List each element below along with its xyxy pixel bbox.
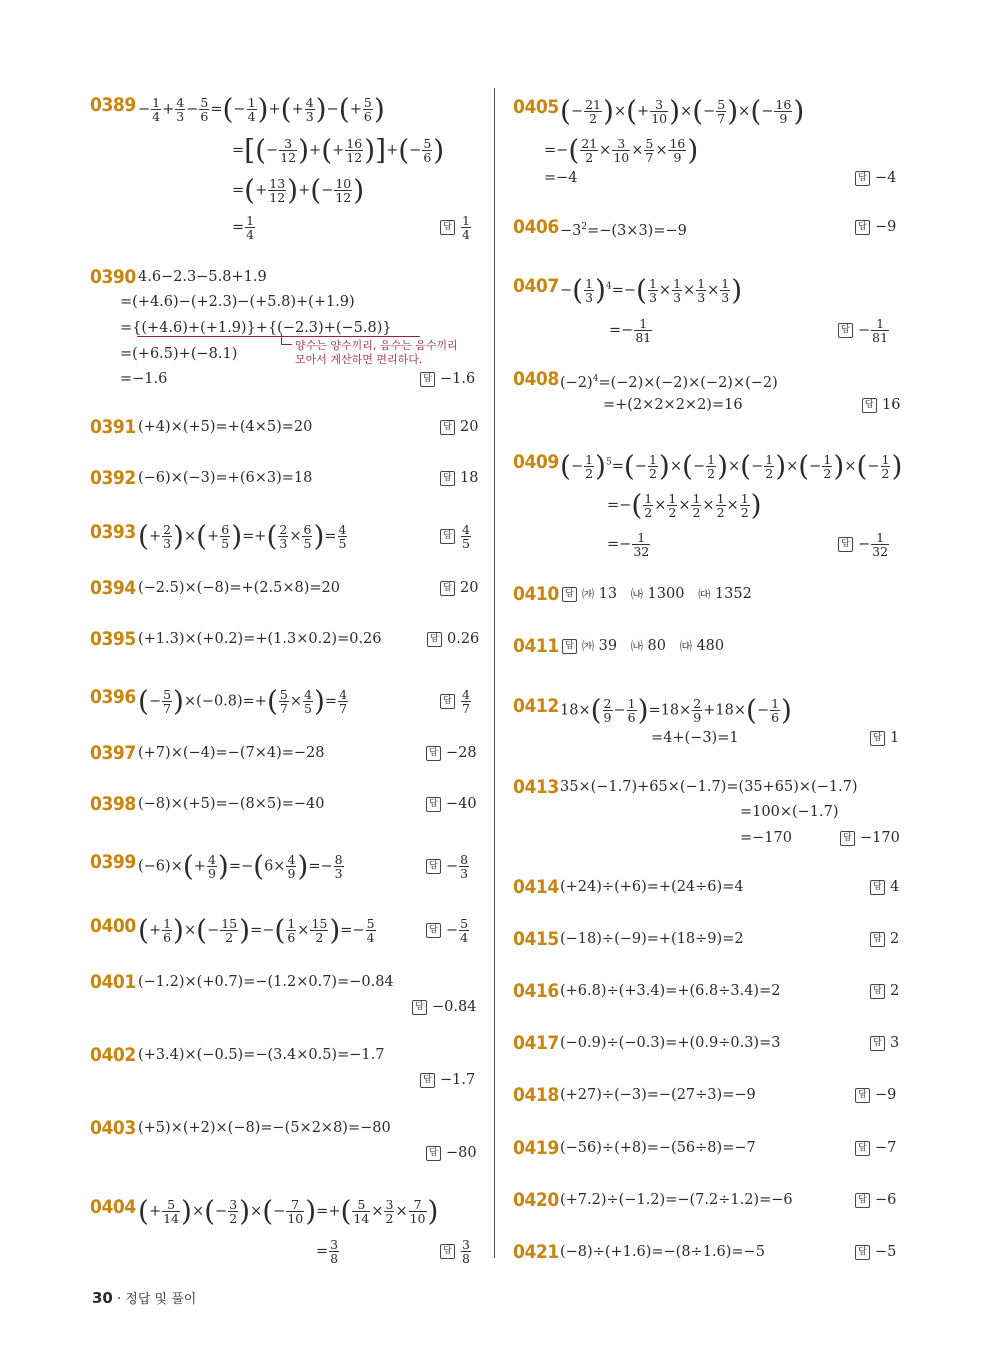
solution-line: (+6.8)÷(+3.4)=+(6.8÷3.4)=2 <box>560 983 781 999</box>
solution-line: (+1.3)×(+0.2)=+(1.3×0.2)=0.26 <box>138 631 382 647</box>
problem-number: 0407 <box>513 275 559 297</box>
solution-line: (+4)×(+5)=+(4×5)=20 <box>138 419 313 435</box>
answer: 답 −4 <box>855 169 896 187</box>
solution-line: =100×(−1.7) <box>740 804 839 820</box>
problem-number: 0416 <box>513 980 559 1002</box>
solution-line: = $\frac{3}{8}$ <box>316 1237 339 1266</box>
solution-line: 4.6−2.3−5.8+1.9 <box>138 269 267 285</box>
problem-number: 0413 <box>513 776 559 798</box>
answer-icon: 답 <box>426 746 441 761</box>
answer-icon: 답 <box>870 932 885 947</box>
answer: 답 2 <box>870 982 899 1000</box>
solution-line: =−4 <box>544 170 578 186</box>
solution-line: =+(2×2×2×2)=16 <box>603 397 743 413</box>
solution-line: (−0.9)÷(−0.3)=+(0.9÷0.3)=3 <box>560 1035 781 1051</box>
solution-line: (+5)×(+2)×(−8)=−(5×2×8)=−80 <box>138 1120 391 1136</box>
answer-icon: 답 <box>870 880 885 895</box>
answer-icon: 답 <box>562 587 577 602</box>
problem-number: 0402 <box>90 1044 136 1066</box>
solution-line: (−18)÷(−9)=+(18÷9)=2 <box>560 931 744 947</box>
answer: 답 − $\frac{1}{81}$ <box>838 317 890 344</box>
answer-icon: 답 <box>440 420 455 435</box>
solution-line: ={(+4.6)+(+1.9)}+{(−2.3)+(−5.8)} <box>120 320 392 336</box>
answer: 답 −40 <box>426 795 477 813</box>
solution-line: (−6)×(+ $\frac{4}{9}$ )=−(6× $\frac{4}{9}$ )=− $\frac{8}{3}$ <box>138 849 343 883</box>
answer-icon: 답 <box>427 632 442 647</box>
answer-icon: 답 <box>426 859 441 874</box>
solution-line: 18×( $\frac{2}{9}$ − $\frac{1}{6}$ )=18× $\frac{2}{9}$ +18×(− $\frac{1}{6}$ ) <box>560 693 792 727</box>
page-number: 30 <box>92 1289 113 1307</box>
answer: 답 3 <box>870 1034 899 1052</box>
problem-number: 0419 <box>513 1137 559 1159</box>
solution-line: − $\frac{1}{4}$ + $\frac{4}{3}$ − $\frac{5}{6}$ =(− $\frac{1}{4}$ )+(+ $\frac{4}{3}$ )−(+ $\frac{5}{6}$ ) <box>138 92 385 126</box>
solution-line: =4+(−3)=1 <box>651 730 739 746</box>
answer-icon: 답 <box>838 537 853 552</box>
answer-icon: 답 <box>840 831 855 846</box>
problem-number: 0403 <box>90 1117 136 1139</box>
solution-line: =−170 <box>740 830 792 846</box>
problem-number: 0412 <box>513 695 559 717</box>
answer: 답 − $\frac{1}{32}$ <box>838 531 890 558</box>
problem-number: 0394 <box>90 577 136 599</box>
problem-number: 0411 <box>513 635 559 657</box>
answer: 답 20 <box>440 418 478 436</box>
answer: 답 2 <box>870 930 899 948</box>
answer-icon: 답 <box>440 529 455 544</box>
solution-line: (−56)÷(+8)=−(56÷8)=−7 <box>560 1140 756 1156</box>
answer: 답 −1.6 <box>420 370 475 388</box>
solution-line: (−1.2)×(+0.7)=−(1.2×0.7)=−0.84 <box>138 974 394 990</box>
solution-line: 35×(−1.7)+65×(−1.7)=(35+65)×(−1.7) <box>560 779 858 795</box>
solution-line: =−( $\frac{21}{2}$ × $\frac{3}{10}$ × $\frac{5}{7}$ × $\frac{16}{9}$ ) <box>544 133 699 167</box>
note-connector <box>281 334 292 345</box>
problem-number: 0418 <box>513 1084 559 1106</box>
side-note: 양수는 양수끼리, 음수는 음수끼리 모아서 계산하면 편리하다. <box>295 339 458 366</box>
solution-line: (− $\frac{5}{7}$ )×(−0.8)=+( $\frac{5}{7}$ × $\frac{4}{5}$ )= $\frac{4}{7}$ <box>138 684 348 718</box>
problem-number: 0392 <box>90 467 136 489</box>
answer-icon: 답 <box>838 323 853 338</box>
answer: 답 ㈎ 39 ㈏ 80 ㈐ 480 <box>562 637 724 655</box>
answer: 답 −6 <box>855 1191 896 1209</box>
solution-line: (+ $\frac{1}{6}$ )×(− $\frac{15}{2}$ )=−( $\frac{1}{6}$ × $\frac{15}{2}$ )=− $\frac{5}{4}$ <box>138 913 375 947</box>
problem-number: 0398 <box>90 793 136 815</box>
problem-number: 0393 <box>90 521 136 543</box>
answer: 답 $\frac{3}{8}$ <box>440 1238 472 1265</box>
answer: 답 1 <box>870 729 899 747</box>
answer: 답 −170 <box>840 829 900 847</box>
answer-icon: 답 <box>440 1244 455 1259</box>
solution-line: (+3.4)×(−0.5)=−(3.4×0.5)=−1.7 <box>138 1047 385 1063</box>
problem-number: 0389 <box>90 94 136 116</box>
solution-line: (−6)×(−3)=+(6×3)=18 <box>138 470 313 486</box>
answer-icon: 답 <box>420 1073 435 1088</box>
solution-line: $-3^2=-(3\times 3)=-9$ <box>560 222 687 239</box>
answer: 답 −9 <box>855 1086 896 1104</box>
answer-icon: 답 <box>870 731 885 746</box>
answer: 답 16 <box>862 396 900 414</box>
page-footer: 30 · 정답 및 풀이 <box>92 1289 197 1307</box>
footer-title: 정답 및 풀이 <box>125 1292 197 1307</box>
solution-line: (+7)×(−4)=−(7×4)=−28 <box>138 745 325 761</box>
problem-number: 0400 <box>90 915 136 937</box>
answer: 답 $\frac{4}{7}$ <box>440 688 472 715</box>
column-divider <box>494 88 495 1258</box>
problem-number: 0415 <box>513 928 559 950</box>
solution-line: =(+ $\frac{13}{12}$ )+(− $\frac{10}{12}$ ) <box>232 173 365 207</box>
answer-icon: 답 <box>855 1245 870 1260</box>
problem-number: 0405 <box>513 96 559 118</box>
answer: 답 −5 <box>855 1243 896 1261</box>
answer: 답 − $\frac{5}{4}$ <box>426 917 470 944</box>
answer-icon: 답 <box>855 1193 870 1208</box>
answer-icon: 답 <box>562 639 577 654</box>
answer-icon: 답 <box>440 220 455 235</box>
solution-line: (+7.2)÷(−1.2)=−(7.2÷1.2)=−6 <box>560 1192 793 1208</box>
solution-line: −( $\frac{1}{3}$ )$^4$=−( $\frac{1}{3}$ × $\frac{1}{3}$ × $\frac{1}{3}$ × $\frac{1}{3}$ ) <box>560 273 743 307</box>
answer-icon: 답 <box>426 797 441 812</box>
answer: 답 −1.7 <box>420 1071 475 1089</box>
answer-icon: 답 <box>440 581 455 596</box>
problem-number: 0390 <box>90 266 136 288</box>
answer-icon: 답 <box>870 984 885 999</box>
problem-number: 0409 <box>513 451 559 473</box>
answer-icon: 답 <box>870 1036 885 1051</box>
solution-line: (+ $\frac{2}{3}$ )×(+ $\frac{6}{5}$ )=+( $\frac{2}{3}$ × $\frac{6}{5}$ )= $\frac{4}{5}$ <box>138 519 347 553</box>
solution-line: =− $\frac{1}{32}$ <box>607 530 650 559</box>
answer: 답 4 <box>870 878 899 896</box>
answer-icon: 답 <box>440 694 455 709</box>
answer: 답 $\frac{4}{5}$ <box>440 523 472 550</box>
answer-icon: 답 <box>426 923 441 938</box>
answer: 답 20 <box>440 579 478 597</box>
problem-number: 0399 <box>90 851 136 873</box>
problem-number: 0397 <box>90 742 136 764</box>
problem-number: 0401 <box>90 971 136 993</box>
answer-icon: 답 <box>440 471 455 486</box>
answer: 답 −7 <box>855 1139 896 1157</box>
problem-number: 0395 <box>90 628 136 650</box>
problem-number: 0408 <box>513 368 559 390</box>
solution-line: (−8)×(+5)=−(8×5)=−40 <box>138 796 325 812</box>
answer: 답 − $\frac{8}{3}$ <box>426 853 470 880</box>
solution-line: (+ $\frac{5}{14}$ )×(− $\frac{3}{2}$ )×(− $\frac{7}{10}$ )=+( $\frac{5}{14}$ × $\frac{3}{2}$ × $\frac{7}{10}$ ) <box>138 1194 439 1228</box>
answer-icon: 답 <box>426 1146 441 1161</box>
problem-number: 0396 <box>90 686 136 708</box>
answer: 답 −80 <box>426 1144 477 1162</box>
answer-icon: 답 <box>855 220 870 235</box>
solution-line: (+24)÷(+6)=+(24÷6)=4 <box>560 879 744 895</box>
solution-line: (+27)÷(−3)=−(27÷3)=−9 <box>560 1087 756 1103</box>
solution-line: (−2.5)×(−8)=+(2.5×8)=20 <box>138 580 341 596</box>
solution-line: =−( $\frac{1}{2}$ × $\frac{1}{2}$ × $\frac{1}{2}$ × $\frac{1}{2}$ × $\frac{1}{2}$ ) <box>607 488 762 522</box>
answer-icon: 답 <box>855 1141 870 1156</box>
solution-line: = $\frac{1}{4}$ <box>232 213 255 242</box>
answer-icon: 답 <box>412 1000 427 1015</box>
answer: 답 −28 <box>426 744 477 762</box>
answer-icon: 답 <box>862 398 877 413</box>
problem-number: 0406 <box>513 216 559 238</box>
answer: 답 $\frac{1}{4}$ <box>440 214 472 241</box>
highlight-underline <box>137 336 420 337</box>
problem-number: 0420 <box>513 1189 559 1211</box>
problem-number: 0391 <box>90 416 136 438</box>
answer: 답 −9 <box>855 218 896 236</box>
problem-number: 0404 <box>90 1196 136 1218</box>
solution-line: (− $\frac{21}{2}$ )×(+ $\frac{3}{10}$ )×(− $\frac{5}{7}$ )×(− $\frac{16}{9}$ ) <box>560 94 805 128</box>
solution-line: =−1.6 <box>120 371 168 387</box>
answer: 답 ㈎ 13 ㈏ 1300 ㈐ 1352 <box>562 585 752 603</box>
solution-line: =− $\frac{1}{81}$ <box>609 316 652 345</box>
solution-line: $(-2)^4=(-2)\times(-2)\times(-2)\times(-2)$ <box>560 374 778 391</box>
solution-line: (−8)÷(+1.6)=−(8÷1.6)=−5 <box>560 1244 765 1260</box>
answer-icon: 답 <box>420 372 435 387</box>
solution-line: =(+4.6)−(+2.3)−(+5.8)+(+1.9) <box>120 294 355 310</box>
problem-number: 0421 <box>513 1241 559 1263</box>
solution-line: =[(− $\frac{3}{12}$ )+(+ $\frac{16}{12}$ )]+(− $\frac{5}{6}$ ) <box>232 133 445 167</box>
answer-icon: 답 <box>855 171 870 186</box>
problem-number: 0417 <box>513 1032 559 1054</box>
problem-number: 0410 <box>513 583 559 605</box>
answer: 답 −0.84 <box>412 998 476 1016</box>
answer-icon: 답 <box>855 1088 870 1103</box>
solution-line: =(+6.5)+(−8.1) <box>120 346 238 362</box>
problem-number: 0414 <box>513 876 559 898</box>
answer: 답 18 <box>440 469 478 487</box>
solution-line: (− $\frac{1}{2}$ )$^5$=(− $\frac{1}{2}$ )×(− $\frac{1}{2}$ )×(− $\frac{1}{2}$ )×(− $\frac{1}{2}$ )×(− $\frac{1}{2}$ ) <box>560 449 903 483</box>
answer: 답 0.26 <box>427 630 479 648</box>
